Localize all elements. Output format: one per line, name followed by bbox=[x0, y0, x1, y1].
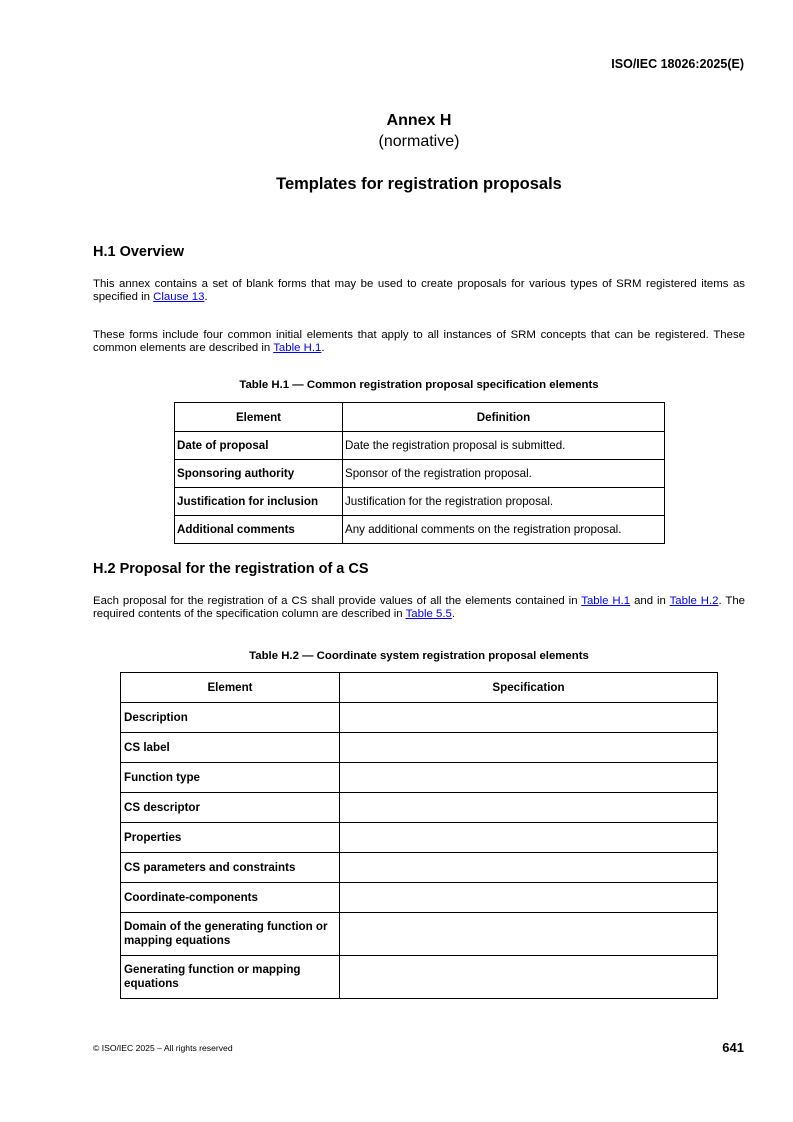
section-heading-h1: H.1 Overview bbox=[93, 244, 185, 260]
table-header-row bbox=[121, 673, 718, 703]
text: . bbox=[451, 607, 455, 620]
element-cell: Generating function or mapping equations bbox=[121, 956, 340, 999]
annex-subtitle: (normative) bbox=[378, 133, 460, 150]
specification-cell bbox=[340, 956, 718, 999]
table-h2-caption: Table H.2 — Coordinate system registration proposal elements bbox=[249, 650, 589, 662]
table-h1 bbox=[174, 402, 665, 544]
element-cell: Description bbox=[121, 703, 340, 733]
table-h1-link[interactable]: Table H.1 bbox=[581, 595, 631, 607]
text: . bbox=[204, 290, 208, 303]
specification-cell bbox=[340, 733, 718, 763]
table-row bbox=[121, 853, 718, 883]
overview-paragraph-2 bbox=[93, 329, 745, 354]
table-h1-link[interactable]: Table H.1 bbox=[273, 341, 322, 354]
text: These forms include four common initial elements that apply to all instances of SRM concepts that can be registered. These common elements are described in bbox=[93, 329, 745, 354]
element-cell: Sponsoring authority bbox=[175, 460, 343, 488]
text: Each proposal for the registration of a CS shall provide values of all the elements contained in bbox=[93, 595, 582, 607]
table-header-row bbox=[175, 403, 665, 432]
specification-cell bbox=[340, 853, 718, 883]
table-row bbox=[175, 432, 665, 460]
table-h2-link[interactable]: Table H.2 bbox=[669, 595, 719, 607]
column-header: Definition bbox=[343, 403, 665, 432]
definition-cell: Justification for the registration proposal. bbox=[343, 488, 665, 516]
table-h1-caption: Table H.1 — Common registration proposal specification elements bbox=[239, 379, 599, 391]
table-5-5-link[interactable]: Table 5.5 bbox=[405, 607, 452, 620]
definition-cell: Any additional comments on the registration proposal. bbox=[343, 516, 665, 544]
page-number: 641 bbox=[722, 1040, 744, 1055]
table-row bbox=[175, 488, 665, 516]
specification-cell bbox=[340, 793, 718, 823]
element-cell: CS descriptor bbox=[121, 793, 340, 823]
annex-heading: Templates for registration proposals bbox=[276, 175, 562, 193]
table-row bbox=[175, 460, 665, 488]
document-id: ISO/IEC 18026:2025(E) bbox=[611, 57, 744, 71]
column-header: Specification bbox=[340, 673, 718, 703]
element-cell: Function type bbox=[121, 763, 340, 793]
table-row bbox=[121, 883, 718, 913]
overview-paragraph-1 bbox=[93, 278, 745, 303]
cs-proposal-paragraph bbox=[93, 595, 745, 620]
annex-title: Annex H bbox=[386, 112, 452, 129]
column-header: Element bbox=[175, 403, 343, 432]
element-cell: Domain of the generating function or mapping equations bbox=[121, 913, 340, 956]
specification-cell bbox=[340, 763, 718, 793]
element-cell: Date of proposal bbox=[175, 432, 343, 460]
definition-cell: Sponsor of the registration proposal. bbox=[343, 460, 665, 488]
clause-13-link[interactable]: Clause 13 bbox=[153, 290, 205, 303]
text: This annex contains a set of blank forms that may be used to create proposals for various types of SRM registered items as specified in bbox=[93, 278, 745, 303]
element-cell: Additional comments bbox=[175, 516, 343, 544]
text: and in bbox=[630, 595, 670, 607]
table-row bbox=[121, 913, 718, 956]
table-row bbox=[175, 516, 665, 544]
specification-cell bbox=[340, 823, 718, 853]
specification-cell bbox=[340, 913, 718, 956]
table-row bbox=[121, 823, 718, 853]
specification-cell bbox=[340, 703, 718, 733]
section-heading-h2: H.2 Proposal for the registration of a CS bbox=[93, 561, 369, 577]
table-row bbox=[121, 703, 718, 733]
table-row bbox=[121, 793, 718, 823]
definition-cell: Date the registration proposal is submitted. bbox=[343, 432, 665, 460]
specification-cell bbox=[340, 883, 718, 913]
text: . The required contents of the specification column are described in bbox=[93, 595, 745, 620]
table-row bbox=[121, 956, 718, 999]
column-header: Element bbox=[121, 673, 340, 703]
element-cell: Coordinate-components bbox=[121, 883, 340, 913]
table-row bbox=[121, 733, 718, 763]
element-cell: CS label bbox=[121, 733, 340, 763]
text: . bbox=[321, 341, 325, 354]
table-h2 bbox=[120, 672, 718, 999]
element-cell: Justification for inclusion bbox=[175, 488, 343, 516]
copyright-notice: © ISO/IEC 2025 – All rights reserved bbox=[93, 1043, 233, 1053]
element-cell: CS parameters and constraints bbox=[121, 853, 340, 883]
element-cell: Properties bbox=[121, 823, 340, 853]
table-row bbox=[121, 763, 718, 793]
